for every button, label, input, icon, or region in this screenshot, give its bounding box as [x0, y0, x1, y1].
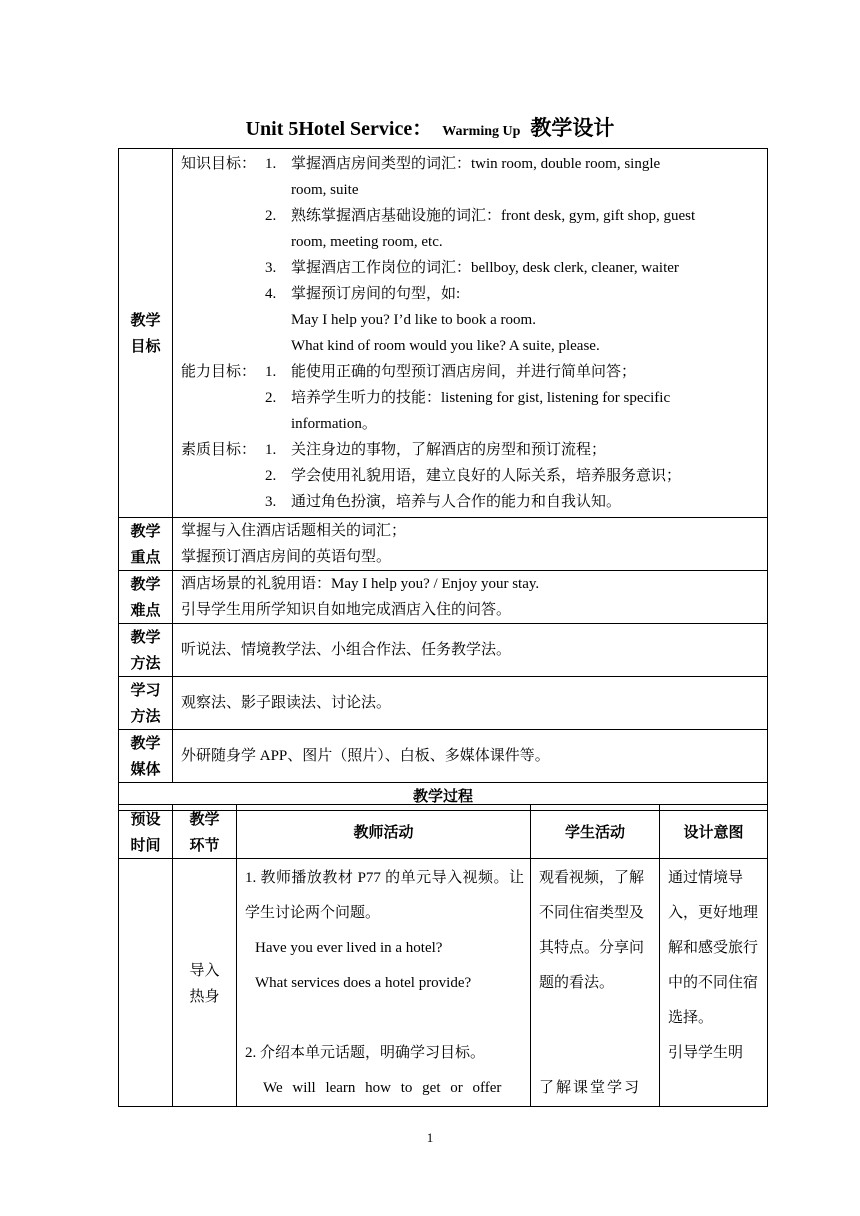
header-stage-2: 环节 — [189, 835, 220, 854]
title-sub: Warming Up — [442, 124, 521, 139]
teaching-methods-label — [119, 624, 173, 677]
knowledge-heading: 知识目标： — [181, 156, 257, 172]
media-label-2: 媒体 — [130, 760, 161, 778]
knowledge-4-num: 4. — [265, 286, 277, 302]
title-main: Unit 5Hotel Service： — [245, 118, 433, 140]
ability-2-line2: information。 — [291, 416, 377, 432]
row-teacher-activity — [237, 859, 531, 1107]
row-stage — [173, 859, 237, 1107]
key-point-2: 掌握预订酒店房间的英语句型。 — [181, 549, 392, 565]
knowledge-1-line1: 掌握酒店房间类型的词汇：twin room, double room, single — [291, 156, 661, 172]
learning-methods-label-1: 学习 — [130, 681, 161, 699]
objectives-label-2: 目标 — [130, 337, 161, 355]
difficulties-label-1: 教学 — [130, 575, 161, 593]
document-title — [0, 112, 860, 142]
ability-1-line1: 能使用正确的句型预订酒店房间，并进行简单问答； — [291, 364, 637, 380]
difficulty-1: 酒店场景的礼貌用语：May I help you? / Enjoy your stay. — [181, 576, 540, 592]
quality-2-num: 2. — [265, 468, 277, 484]
header-time-2: 时间 — [130, 835, 161, 854]
ability-heading: 能力目标： — [181, 364, 257, 380]
teacher-step-2: 2. 介绍本单元话题，明确学习目标。 — [245, 1045, 486, 1061]
ability-1-num: 1. — [265, 364, 277, 380]
key-point-1: 掌握与入住酒店话题相关的词汇； — [181, 523, 407, 539]
row-stage-1: 导入 — [189, 960, 220, 979]
row-time — [119, 859, 173, 1107]
process-table — [118, 804, 768, 1107]
teaching-methods-label-1: 教学 — [130, 628, 161, 646]
row-design-intent — [660, 859, 768, 1107]
key-points-content — [173, 518, 768, 571]
knowledge-2-line1: 熟练掌握酒店基础设施的词汇：front desk, gym, gift shop, guest — [291, 208, 696, 224]
title-cn: 教学设计 — [530, 116, 615, 140]
ability-2-line1: 培养学生听力的技能：listening for gist, listening for specific — [291, 390, 671, 406]
quality-heading: 素质目标： — [181, 442, 257, 458]
difficulties-label — [119, 571, 173, 624]
quality-1-line1: 关注身边的事物，了解酒店的房型和预订流程； — [291, 442, 607, 458]
header-stage — [173, 805, 237, 859]
difficulty-2: 引导学生用所学知识自如地完成酒店入住的问答。 — [181, 602, 512, 618]
knowledge-1-line2: room, suite — [291, 182, 359, 198]
header-time-1: 预设 — [130, 809, 161, 828]
quality-3-line1: 通过角色扮演，培养与人合作的能力和自我认知。 — [291, 494, 622, 510]
header-time — [119, 805, 173, 859]
teaching-methods-label-2: 方法 — [130, 654, 161, 672]
sentence-1: May I help you? I’d like to book a room. — [291, 312, 536, 328]
teacher-step-2-detail: We will learn how to get or offer — [263, 1080, 502, 1096]
page-number: 1 — [426, 1130, 434, 1145]
teacher-question-2: What services does a hotel provide? — [255, 975, 472, 991]
process-title: 教学过程 — [119, 783, 768, 811]
header-design: 设计意图 — [660, 805, 768, 859]
key-points-label — [119, 518, 173, 571]
header-teacher: 教师活动 — [237, 805, 531, 859]
learning-methods-content: 观察法、影子跟读法、讨论法。 — [173, 677, 768, 730]
header-student: 学生活动 — [531, 805, 660, 859]
lesson-overview-table — [118, 148, 768, 811]
key-points-label-1: 教学 — [130, 522, 161, 540]
key-points-label-2: 重点 — [130, 548, 161, 566]
difficulties-content — [173, 571, 768, 624]
knowledge-1-num: 1. — [265, 156, 277, 172]
quality-3-num: 3. — [265, 494, 277, 510]
quality-1-num: 1. — [265, 442, 277, 458]
ability-2-num: 2. — [265, 390, 277, 406]
media-content: 外研随身学 APP、图片（照片）、白板、多媒体课件等。 — [173, 730, 768, 783]
student-activity-1: 观看视频，了解不同住宿类型及其特点。分享问题的看法。 — [539, 870, 645, 991]
knowledge-4-line1: 掌握预订房间的句型，如: — [291, 286, 461, 302]
row-student-activity — [531, 859, 660, 1107]
design-intent-2: 引导学生明 — [668, 1045, 744, 1061]
sentence-2: What kind of room would you like? A suite, please. — [291, 338, 600, 354]
learning-methods-label-2: 方法 — [130, 707, 161, 725]
media-label — [119, 730, 173, 783]
student-activity-2: 了解课堂学习 — [539, 1080, 642, 1096]
learning-methods-label — [119, 677, 173, 730]
design-intent-1: 通过情境导入，更好地理解和感受旅行中的不同住宿选择。 — [668, 870, 759, 1026]
difficulties-label-2: 难点 — [130, 601, 161, 619]
header-stage-1: 教学 — [189, 809, 220, 828]
objectives-label — [119, 149, 173, 518]
knowledge-2-line2: room, meeting room, etc. — [291, 234, 443, 250]
quality-2-line1: 学会使用礼貌用语，建立良好的人际关系，培养服务意识； — [291, 468, 682, 484]
objectives-label-1: 教学 — [130, 311, 161, 329]
objectives-content — [173, 149, 768, 518]
knowledge-3-num: 3. — [265, 260, 277, 276]
media-label-1: 教学 — [130, 734, 161, 752]
teacher-step-1: 1. 教师播放教材 P77 的单元导入视频。让学生讨论两个问题。 — [245, 870, 524, 921]
knowledge-2-num: 2. — [265, 208, 277, 224]
row-stage-2: 热身 — [189, 986, 220, 1005]
teaching-methods-content: 听说法、情境教学法、小组合作法、任务教学法。 — [173, 624, 768, 677]
teacher-question-1: Have you ever lived in a hotel? — [255, 940, 443, 956]
knowledge-3-line1: 掌握酒店工作岗位的词汇：bellboy, desk clerk, cleaner, waiter — [291, 260, 679, 276]
